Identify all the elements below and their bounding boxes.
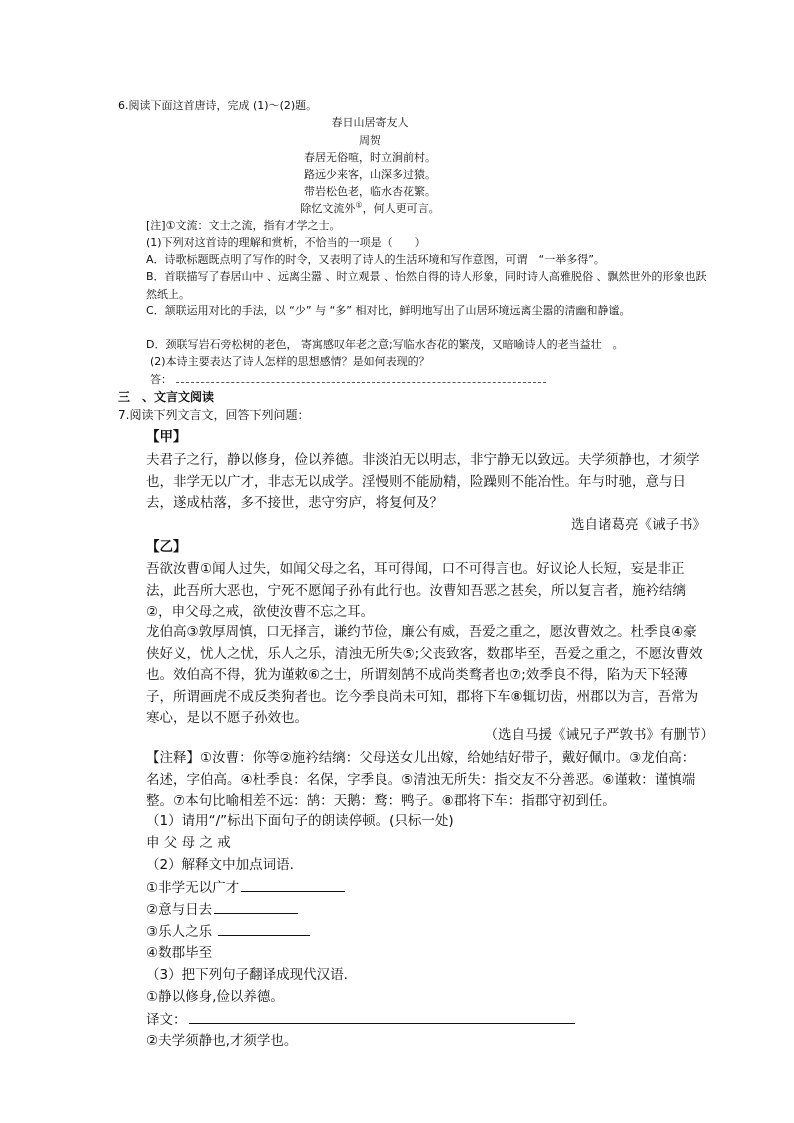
- q2-item-1-text: ①非学无以广才: [146, 880, 240, 896]
- q3-item-2: ②夫学须静也,才须学也。: [146, 1033, 298, 1049]
- answer-line: [150, 371, 546, 389]
- section-title: 三 、文言文阅读: [118, 390, 215, 404]
- q7-question-3: （3）把下列句子翻译成现代汉语.: [146, 967, 348, 983]
- yi-source: （选自马援《诫兄子严敦书》有删节）: [484, 727, 714, 743]
- q7-question-1-sentence: 申 父 母 之 戒: [146, 835, 231, 851]
- q2-item-4: ④数郡毕至: [146, 945, 213, 961]
- poem-line-4-head: 除忆文流外: [300, 202, 356, 215]
- poem-line-4: [120, 200, 620, 218]
- poem-line-1: 春居无俗喧，时立涧前村。: [304, 151, 436, 164]
- yi-paragraph-2: 龙伯高③敦厚周慎，口无择言，谦约节俭，廉公有威，吾爱之重之，愿汝曹效之。杜季良④豪侠好义，忧人之忧，乐人之乐，清浊无所失⑤;父丧致客，数郡毕至，吾爱之重之，不愿汝曹效也。效伯高不得，犹为谨敕⑥之士，所谓刻鹄不成尚类鹜者也⑦;效季良不得，陷为天下轻薄子，所谓画虎不成反类狗者也。讫今季良尚未可知，郡将下车⑧辄切齿，州郡以为言，吾常为寒心，是以不愿子孙效也。: [146, 624, 703, 726]
- q6-prompt: 6.阅读下面这首唐诗，完成 (1)～(2)题。: [118, 99, 318, 112]
- q6-option-b: B．首联描写了春居山中 、远离尘嚣 、时立观景 、怡然自得的诗人形象，同时诗人高雅脱俗 、飘然世外的形象也跃然纸上。: [146, 270, 707, 301]
- q7-prompt: 7.阅读下列文言文，回答下列问题：: [118, 408, 310, 422]
- q2-item-3-blank[interactable]: [218, 921, 310, 936]
- poem-line-2: 路远少来客，山深多过猿。: [304, 168, 436, 181]
- poem-line-4-tail: ，何人更可言。: [362, 202, 440, 215]
- yi-label: 【乙】: [146, 539, 187, 555]
- jia-label: 【甲】: [146, 429, 187, 445]
- translation-blank[interactable]: [189, 1009, 575, 1024]
- q2-item-2: [146, 899, 298, 922]
- answer-label: 答：: [150, 373, 172, 386]
- q3-item-1: ①静以修身,俭以养德。: [146, 989, 284, 1005]
- q2-item-2-blank[interactable]: [214, 899, 298, 914]
- q7-question-2: （2）解释文中加点词语.: [146, 857, 294, 873]
- q2-item-1-blank[interactable]: [241, 877, 345, 892]
- q2-item-1: [146, 877, 345, 900]
- q6-sub2: (2)本诗主要表达了诗人怎样的思想感情？是如何表现的？: [150, 355, 430, 368]
- poem-line-3: 带岩松色老，临水杏花繁。: [304, 185, 436, 198]
- yi-paragraph-1: 吾欲汝曹①闻人过失，如闻父母之名，耳可得闻，口不可得言也。好议论人长短，妄是非正法，此吾所大恶也，宁死不愿闻子孙有此行也。汝曹知吾恶之甚矣，所以复言者，施衿结缡②，申父母之戒，欲使汝曹不忘之耳。: [146, 561, 686, 620]
- q6-option-c: C．颔联运用对比的手法，以 “少” 与 “多” 相对比，鲜明地写出了山居环境远离尘嚣的清幽和静谧。: [146, 304, 631, 317]
- poem-author: 周贺: [359, 134, 381, 147]
- q7-question-1: （1）请用“/”标出下面句子的朗读停顿。(只标一处): [146, 813, 454, 829]
- q6-option-d: D．颈联写岩石旁松树的老色， 寄寓感叹年老之意;写临水杏花的繁茂，又暗喻诗人的老当益壮 。: [146, 338, 624, 351]
- q6-sub1: (1)下列对这首诗的理解和赏析，不恰当的一项是（ ）: [146, 236, 426, 249]
- q6-option-a: A．诗歌标题既点明了写作的时令，又表明了诗人的生活环境和写作意图，可谓 “一举多得”。: [146, 253, 605, 266]
- q2-item-3-text: ③乐人之乐: [146, 924, 213, 940]
- translation-label: 译文：: [146, 1012, 187, 1028]
- jia-text: 夫君子之行，静以修身，俭以养德。非淡泊无以明志，非宁静无以致远。夫学须静也，才须学也，非学无以广才，非志无以成学。淫慢则不能励精，险躁则不能冶性。年与时驰，意与日去，遂成枯落，多不接世，悲守穷庐，将复何及？: [146, 452, 700, 511]
- poem-footnote-mark: ①: [355, 200, 363, 210]
- translation-line: [146, 1009, 575, 1032]
- q2-item-3: [146, 921, 310, 944]
- poem-note: [注]①文流：文士之流，指有才学之士。: [146, 219, 341, 232]
- answer-blank[interactable]: [176, 372, 546, 383]
- poem-title: 春日山居寄友人: [331, 116, 409, 129]
- annotations: 【注释】①汝曹：你等②施衿结缡：父母送女儿出嫁，给她结好带子，戴好佩巾。③龙伯高：名述，字伯高。④杜季良：名保，字季良。⑤清浊无所失：指交友不分善恶。⑥谨敕：谨慎端整。⑦本句比喻相差不远：鹄：天鹅：鹜：鸭子。⑧郡将下车：指郡守初到任。: [146, 750, 696, 809]
- q2-item-2-text: ②意与日去: [146, 902, 213, 918]
- jia-source: 选自诸葛亮《诫子书》: [571, 517, 706, 533]
